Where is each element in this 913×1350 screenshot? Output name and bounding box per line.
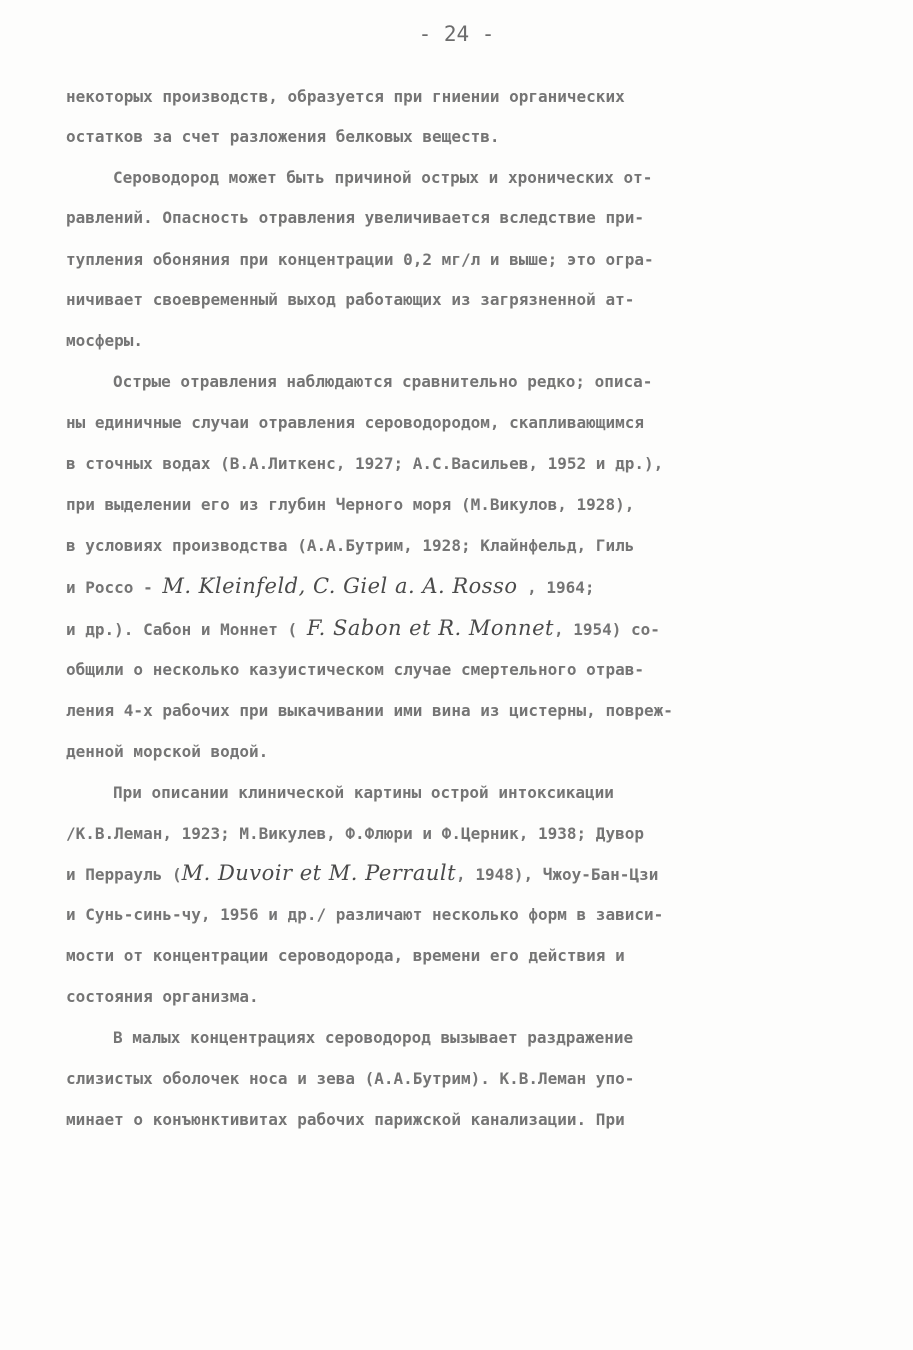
handwritten-authors: F. Sabon et R. Monnet xyxy=(306,616,554,640)
text-line: ны единичные случаи отравления сероводородом, скапливающимся xyxy=(66,413,644,432)
text-line: в сточных водах (В.А.Литкенс, 1927; А.С.Васильев, 1952 и др.), xyxy=(66,454,664,473)
text-line: Сероводород может быть причиной острых и хронических от- xyxy=(113,168,653,187)
text-line: Острые отравления наблюдаются сравнительно редко; описа- xyxy=(113,372,653,391)
text-line: мости от концентрации сероводорода, времени его действия и xyxy=(66,946,625,965)
page-number: - 24 - xyxy=(418,22,495,46)
text-line: мосферы. xyxy=(66,331,144,350)
typed-text: и др.). Сабон и Моннет ( xyxy=(66,620,307,639)
text-line: /К.В.Леман, 1923; М.Викулев, Ф.Флюри и Ф.Церник, 1938; Дувор xyxy=(66,824,644,843)
text-line: равлений. Опасность отравления увеличивается вследствие при- xyxy=(66,208,644,227)
typed-text: , 1948), Чжоу-Бан-Цзи xyxy=(456,865,659,884)
text-line: остатков за счет разложения белковых веществ. xyxy=(66,127,500,146)
text-line xyxy=(66,616,660,640)
typed-text: , 1954) со- xyxy=(553,620,660,639)
text-line: при выделении его из глубин Черного моря (М.Викулов, 1928), xyxy=(66,495,635,514)
typed-text: и Россо - xyxy=(66,578,163,597)
text-line: ничивает своевременный выход работающих из загрязненной ат- xyxy=(66,290,635,309)
text-line: денной морской водой. xyxy=(66,742,269,761)
handwritten-authors: M. Kleinfeld, C. Giel a. A. Rosso xyxy=(162,574,518,598)
typed-text: , 1964; xyxy=(517,578,595,597)
text-line xyxy=(66,861,658,885)
text-line: При описании клинической картины острой интоксикации xyxy=(113,783,614,802)
text-line: в условиях производства (А.А.Бутрим, 1928; Клайнфельд, Гиль xyxy=(66,536,635,555)
typed-text: и Перрауль ( xyxy=(66,865,182,884)
text-line: состояния организма. xyxy=(66,987,259,1006)
text-line: минает о конъюнктивитах рабочих парижской канализации. При xyxy=(66,1110,625,1129)
text-line: В малых концентрациях сероводород вызывает раздражение xyxy=(113,1028,634,1047)
text-line: слизистых оболочек носа и зева (А.А.Бутрим). К.В.Леман упо- xyxy=(66,1069,635,1088)
text-line: и Сунь-синь-чу, 1956 и др./ различают несколько форм в зависи- xyxy=(66,905,664,924)
text-line: общили о несколько казуистическом случае смертельного отрав- xyxy=(66,660,644,679)
handwritten-authors: M. Duvoir et M. Perrault xyxy=(181,861,457,885)
text-line: ления 4-х рабочих при выкачивании ими вина из цистерны, повреж- xyxy=(66,701,673,720)
text-line: тупления обоняния при концентрации 0,2 мг/л и выше; это огра- xyxy=(66,250,654,269)
text-line: некоторых производств, образуется при гниении органических xyxy=(66,87,625,106)
text-line xyxy=(66,574,595,598)
